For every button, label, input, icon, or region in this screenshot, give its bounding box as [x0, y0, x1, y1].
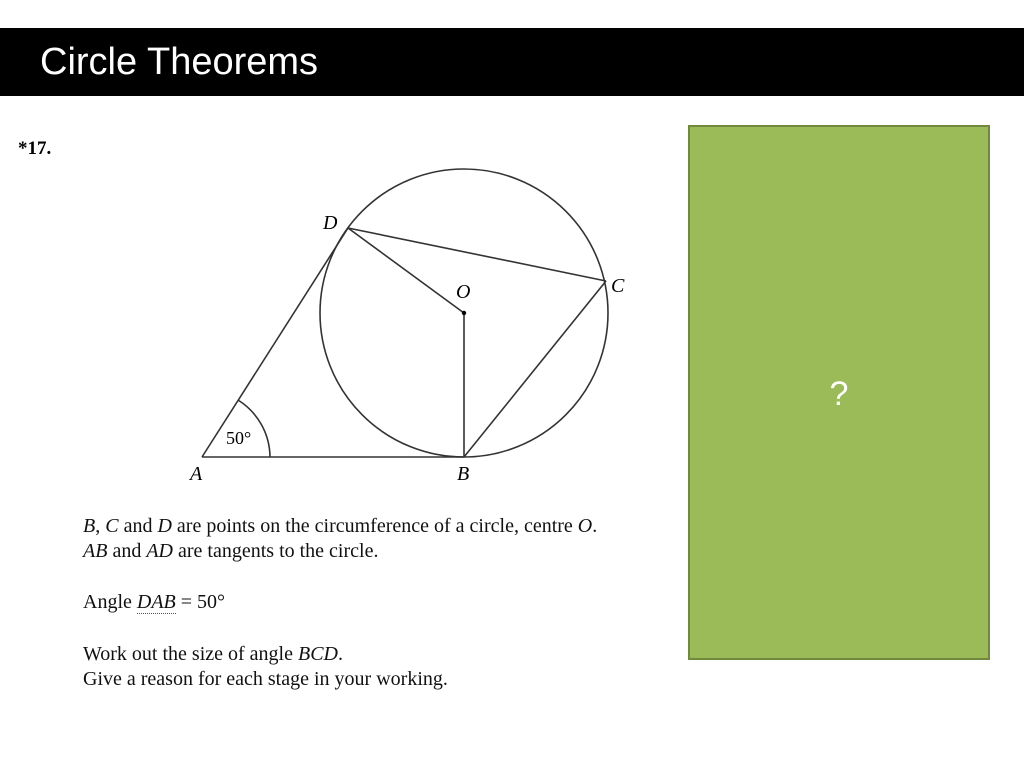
line-DC: [348, 228, 606, 281]
line-AD: [202, 228, 348, 457]
question-number: *17.: [18, 138, 52, 159]
given-angle-line: Angle DAB = 50°: [83, 591, 226, 613]
line-OD: [348, 228, 464, 313]
task-line-2: Give a reason for each stage in your working.: [83, 668, 448, 690]
label-B: B: [457, 463, 470, 485]
centre-point: [462, 311, 466, 315]
answer-reveal-box[interactable]: [688, 125, 990, 660]
circle-diagram: [0, 0, 690, 500]
label-C: C: [611, 275, 625, 297]
task-line-1: Work out the size of angle BCD.: [83, 643, 343, 665]
statement-line-2: AB and AD are tangents to the circle.: [83, 540, 379, 562]
question-text: [83, 514, 683, 692]
question-mark: ?: [829, 375, 849, 413]
line-CB: [464, 281, 606, 457]
angle-label: 50°: [226, 428, 252, 448]
label-O: O: [456, 281, 471, 303]
statement-line-1: B, C and D are points on the circumference of a circle, centre O.: [83, 515, 598, 537]
label-D: D: [323, 212, 338, 234]
slide-title: Circle Theorems: [40, 41, 319, 83]
label-A: A: [190, 463, 203, 485]
